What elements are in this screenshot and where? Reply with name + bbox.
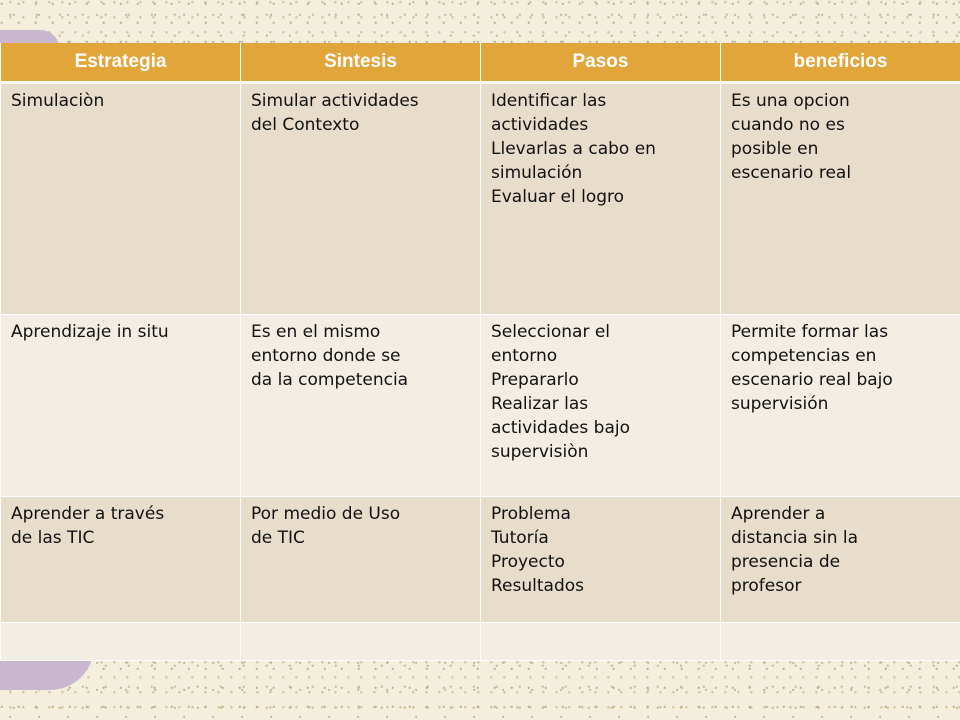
cell-beneficios: Permite formar las competencias en escenario real bajo supervisión — [721, 315, 960, 497]
table-row-empty — [1, 623, 960, 661]
cell-empty — [721, 623, 960, 661]
cell-estrategia: Aprender a través de las TIC — [1, 497, 241, 623]
cell-estrategia: Simulaciòn — [1, 83, 241, 315]
strategies-table — [0, 43, 960, 661]
header-beneficios: beneficios — [721, 43, 960, 83]
cell-empty — [481, 623, 721, 661]
header-sintesis: Sintesis — [241, 43, 481, 83]
cell-empty — [1, 623, 241, 661]
header-pasos: Pasos — [481, 43, 721, 83]
table-row — [1, 315, 960, 497]
cell-sintesis: Simular actividades del Contexto — [241, 83, 481, 315]
table-row — [1, 83, 960, 315]
cell-beneficios: Aprender a distancia sin la presencia de profesor — [721, 497, 960, 623]
cell-sintesis: Es en el mismo entorno donde se da la competencia — [241, 315, 481, 497]
strategies-table-container — [0, 43, 960, 661]
cell-sintesis: Por medio de Uso de TIC — [241, 497, 481, 623]
cell-beneficios: Es una opcion cuando no es posible en escenario real — [721, 83, 960, 315]
table-header-row — [1, 43, 960, 83]
cell-pasos: Seleccionar el entorno Prepararlo Realizar las actividades bajo supervisiòn — [481, 315, 721, 497]
cell-empty — [241, 623, 481, 661]
cell-estrategia: Aprendizaje in situ — [1, 315, 241, 497]
cell-pasos: Identificar las actividades Llevarlas a cabo en simulación Evaluar el logro — [481, 83, 721, 315]
cell-pasos: Problema Tutoría Proyecto Resultados — [481, 497, 721, 623]
table-row — [1, 497, 960, 623]
header-estrategia: Estrategia — [1, 43, 241, 83]
